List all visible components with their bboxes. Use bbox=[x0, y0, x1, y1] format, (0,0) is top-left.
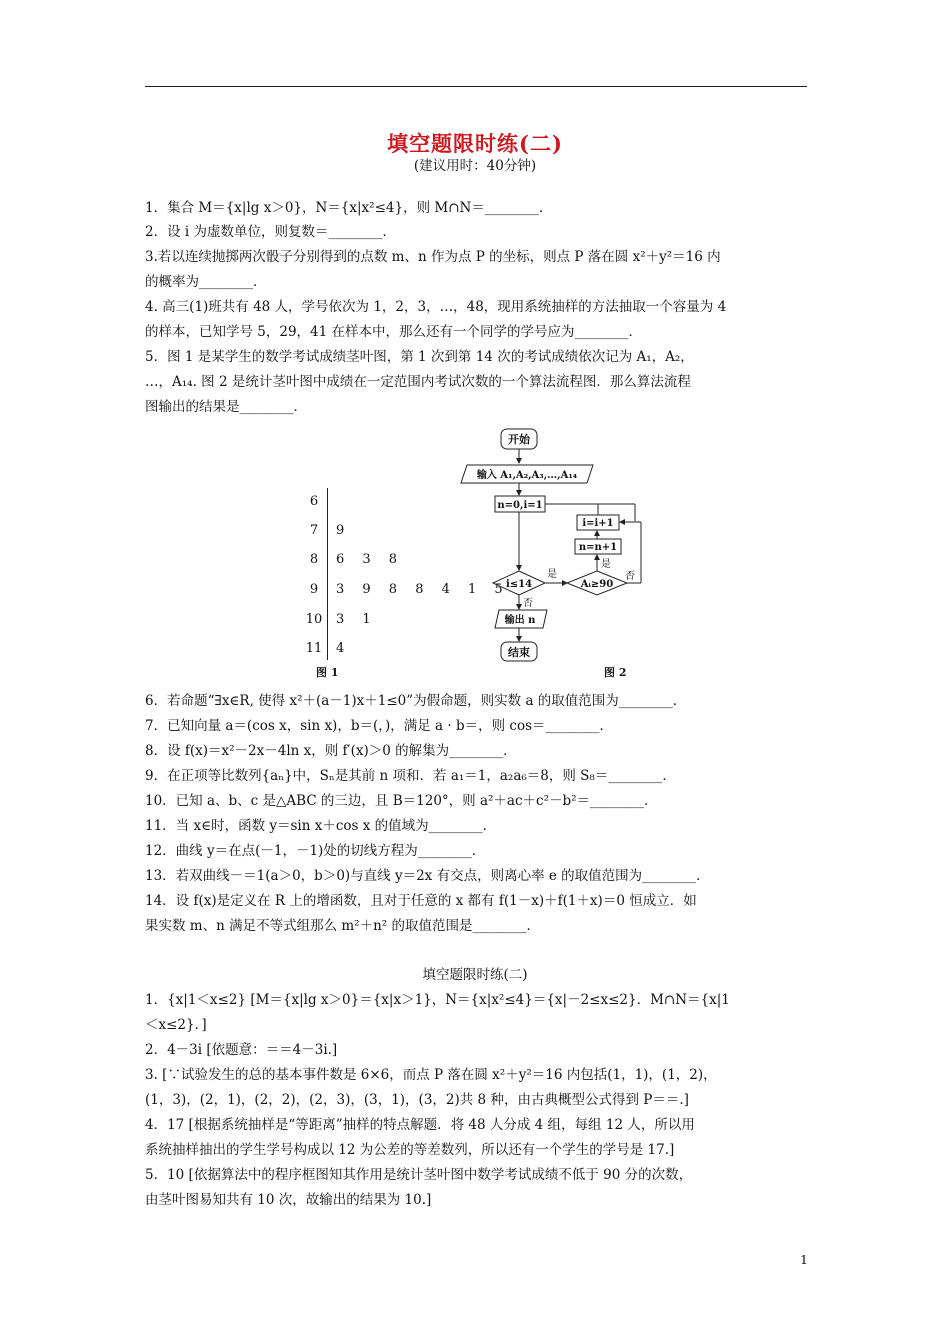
question-line: 6．若命题“∃x∈R, 使得 x²＋(a－1)x＋1≤0”为假命题，则实数 a 的取值范围为________． bbox=[145, 693, 687, 709]
answer-line: ＜x≤2}．] bbox=[145, 1017, 207, 1033]
stem-divider bbox=[327, 488, 328, 660]
stem-value: 9 bbox=[309, 582, 319, 597]
question-line: 10．已知 a、b、c 是△ABC 的三边，且 B＝120°，则 a²＋ac＋c²－b²＝________． bbox=[145, 793, 658, 809]
stem-value: 8 bbox=[309, 552, 319, 567]
answer-line: 4．17 [根据系统抽样是“等距离”抽样的特点解题．将 48 人分成 4 组，每组 12 人，所以用 bbox=[145, 1117, 695, 1133]
page-title: 填空题限时练(二) bbox=[387, 131, 563, 156]
answers-heading: 填空题限时练(二) bbox=[422, 967, 528, 983]
stem-value: 11 bbox=[305, 641, 323, 656]
yes1-label: 是 bbox=[547, 569, 557, 580]
end-label: 结束 bbox=[508, 646, 530, 659]
question-line: 8．设 f(x)＝x²－2x－4ln x，则 f′(x)＞0 的解集为________． bbox=[145, 743, 517, 759]
start-label: 开始 bbox=[508, 433, 530, 446]
inc-i-label: i=i+1 bbox=[582, 518, 614, 529]
question-line: 2．设 i 为虚数单位，则复数＝________． bbox=[145, 224, 396, 240]
header-rule bbox=[145, 86, 807, 87]
question-line: 12．曲线 y＝在点(－1，－1)处的切线方程为________． bbox=[145, 843, 486, 859]
answer-line: (1，3)，(2，1)，(2，2)，(2，3)，(3，1)，(3，2)共 8 种，由古典概型公式得到 P＝＝.] bbox=[145, 1092, 689, 1108]
answer-line: 1．{x|1＜x≤2} [M＝{x|lg x＞0}＝{x|x＞1}，N＝{x|x²≤4}＝{x|－2≤x≤2}．M∩N＝{x|1 bbox=[145, 992, 730, 1008]
cond1-label: i≤14 bbox=[505, 579, 533, 590]
inc-n-label: n=n+1 bbox=[578, 542, 618, 553]
question-line: 的概率为________． bbox=[145, 274, 267, 290]
flowchart bbox=[455, 425, 670, 665]
init-label: n=0,i=1 bbox=[497, 500, 543, 511]
stem-value: 6 bbox=[309, 494, 319, 509]
no2-label: 否 bbox=[625, 571, 635, 582]
question-line: 7．已知向量 a＝(cos x，sin x)，b＝(，)，满足 a · b＝，则 cos＝________． bbox=[145, 718, 614, 734]
question-line: 5．图 1 是某学生的数学考试成绩茎叶图，第 1 次到第 14 次的考试成绩依次记为 A₁，A₂， bbox=[145, 349, 694, 365]
question-line: 3.若以连续抛掷两次骰子分别得到的点数 m、n 作为点 P 的坐标，则点 P 落在圆 x²＋y²＝16 内 bbox=[145, 249, 721, 265]
question-line: 9．在正项等比数列{aₙ}中，Sₙ是其前 n 项和．若 a₁＝1，a₂a₆＝8，则 S₈＝________． bbox=[145, 768, 676, 784]
cond2-label: Aᵢ≥90 bbox=[580, 579, 614, 590]
leaf-values: 3 1 bbox=[336, 612, 378, 627]
answer-line: 5．10 [依据算法中的程序框图知其作用是统计茎叶图中数学考试成绩不低于 90 分的次数， bbox=[145, 1167, 693, 1183]
question-line: 果实数 m、n 满足不等式组那么 m²＋n² 的取值范围是________． bbox=[145, 918, 540, 934]
page-number: 1 bbox=[800, 1252, 808, 1267]
answer-line: 3. [∵试验发生的总的基本事件数是 6×6，而点 P 落在圆 x²＋y²＝16 内包括(1，1)，(1，2)， bbox=[145, 1067, 717, 1083]
output-label: 输出 n bbox=[504, 615, 536, 626]
leaf-values: 3 9 8 8 4 1 5 bbox=[336, 582, 510, 597]
leaf-values: 4 bbox=[336, 641, 352, 656]
question-line: 图输出的结果是________． bbox=[145, 399, 307, 415]
question-line: 1．集合 M＝{x|lg x＞0}，N＝{x|x²≤4}，则 M∩N＝________． bbox=[145, 200, 553, 216]
question-line: 13．若双曲线－＝1(a＞0，b＞0)与直线 y＝2x 有交点，则离心率 e 的取值范围为________． bbox=[145, 868, 710, 884]
figure1-caption: 图 1 bbox=[316, 666, 339, 679]
leaf-values: 9 bbox=[336, 523, 352, 538]
page-subtitle: (建议用时：40分钟) bbox=[413, 158, 537, 174]
figure2-caption: 图 2 bbox=[604, 666, 627, 679]
question-line: 11．当 x∈时，函数 y＝sin x＋cos x 的值域为________． bbox=[145, 818, 497, 834]
question-line: 的样本，已知学号 5，29，41 在样本中，那么还有一个同学的学号应为________． bbox=[145, 324, 643, 340]
question-line: 14．设 f(x)是定义在 R 上的增函数，且对于任意的 x 都有 f(1－x)＋f(1＋x)＝0 恒成立．如 bbox=[145, 893, 697, 909]
question-line: 4. 高三(1)班共有 48 人，学号依次为 1，2，3，…，48，现用系统抽样的方法抽取一个容量为 4 bbox=[145, 299, 727, 315]
stem-value: 7 bbox=[309, 523, 319, 538]
leaf-values: 6 3 8 bbox=[336, 552, 405, 567]
answer-line: 2．4－3i [依题意：＝＝4－3i.] bbox=[145, 1042, 338, 1058]
answer-line: 系统抽样抽出的学生学号构成以 12 为公差的等差数列，所以还有一个学生的学号是 17.] bbox=[145, 1142, 675, 1158]
no1-label: 否 bbox=[523, 598, 533, 609]
question-line: …，A₁₄. 图 2 是统计茎叶图中成绩在一定范围内考试次数的一个算法流程图．那么算法流程 bbox=[145, 374, 691, 390]
yes2-label: 是 bbox=[601, 559, 611, 570]
input-label: 输入 A₁,A₂,A₃,…,A₁₄ bbox=[476, 470, 578, 481]
answer-line: 由茎叶图易知共有 10 次，故输出的结果为 10.] bbox=[145, 1192, 432, 1208]
stem-value: 10 bbox=[305, 612, 323, 627]
